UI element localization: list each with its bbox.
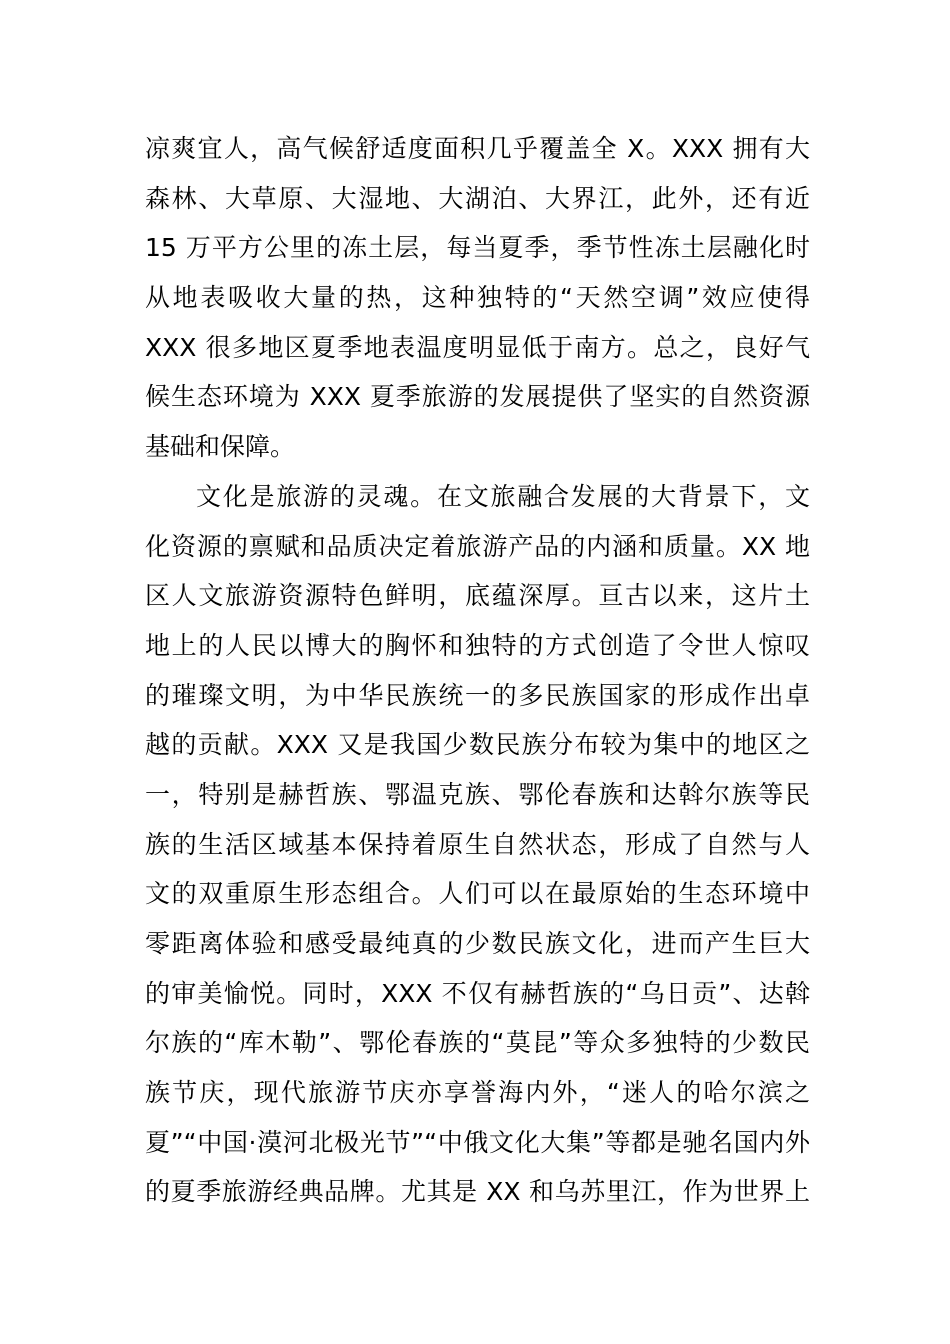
text-line: 族节庆，现代旅游节庆亦享誉海内外，“迷人的哈尔滨之 [145,1078,810,1108]
text-line: 的夏季旅游经典品牌。尤其是 XX 和乌苏里江，作为世界上 [145,1177,810,1207]
text-line: 候生态环境为 XXX 夏季旅游的发展提供了坚实的自然资源 [145,382,810,412]
text-line: 从地表吸收大量的热，这种独特的“天然空调”效应使得 [145,283,810,313]
body-text [145,124,810,1217]
text-line: 15 万平方公里的冻土层，每当夏季，季节性冻土层融化时 [145,233,810,263]
text-line: 区人文旅游资源特色鲜明，底蕴深厚。亘古以来，这片土 [145,581,810,611]
text-line: 森林、大草原、大湿地、大湖泊、大界江，此外，还有近 [145,183,810,213]
paragraph-culture [145,472,810,1217]
text-line: 尔族的“库木勒”、鄂伦春族的“莫昆”等众多独特的少数民 [145,1028,810,1058]
text-line: 化资源的禀赋和品质决定着旅游产品的内涵和质量。XX 地 [145,531,810,561]
text-line: 文化是旅游的灵魂。在文旅融合发展的大背景下，文 [196,481,810,511]
text-line: 基础和保障。 [145,432,296,462]
text-line: XXX 很多地区夏季地表温度明显低于南方。总之，良好气 [145,332,810,362]
paragraph-climate [145,124,810,472]
text-line: 文的双重原生形态组合。人们可以在最原始的生态环境中 [145,879,810,909]
text-line: 地上的人民以博大的胸怀和独特的方式创造了令世人惊叹 [145,630,810,660]
text-line: 的璀璨文明，为中华民族统一的多民族国家的形成作出卓 [145,680,810,710]
text-line: 一，特别是赫哲族、鄂温克族、鄂伦春族和达斡尔族等民 [145,779,810,809]
text-line: 越的贡献。XXX 又是我国少数民族分布较为集中的地区之 [145,730,810,760]
text-line: 族的生活区域基本保持着原生自然状态，形成了自然与人 [145,829,810,859]
text-line: 凉爽宜人，高气候舒适度面积几乎覆盖全 X。XXX 拥有大 [145,134,810,163]
text-line: 的审美愉悦。同时，XXX 不仅有赫哲族的“乌日贡”、达斡 [145,978,810,1008]
text-line: 夏”“中国·漠河北极光节”“中俄文化大集”等都是驰名国内外 [145,1127,810,1157]
text-line: 零距离体验和感受最纯真的少数民族文化，进而产生巨大 [145,929,810,958]
